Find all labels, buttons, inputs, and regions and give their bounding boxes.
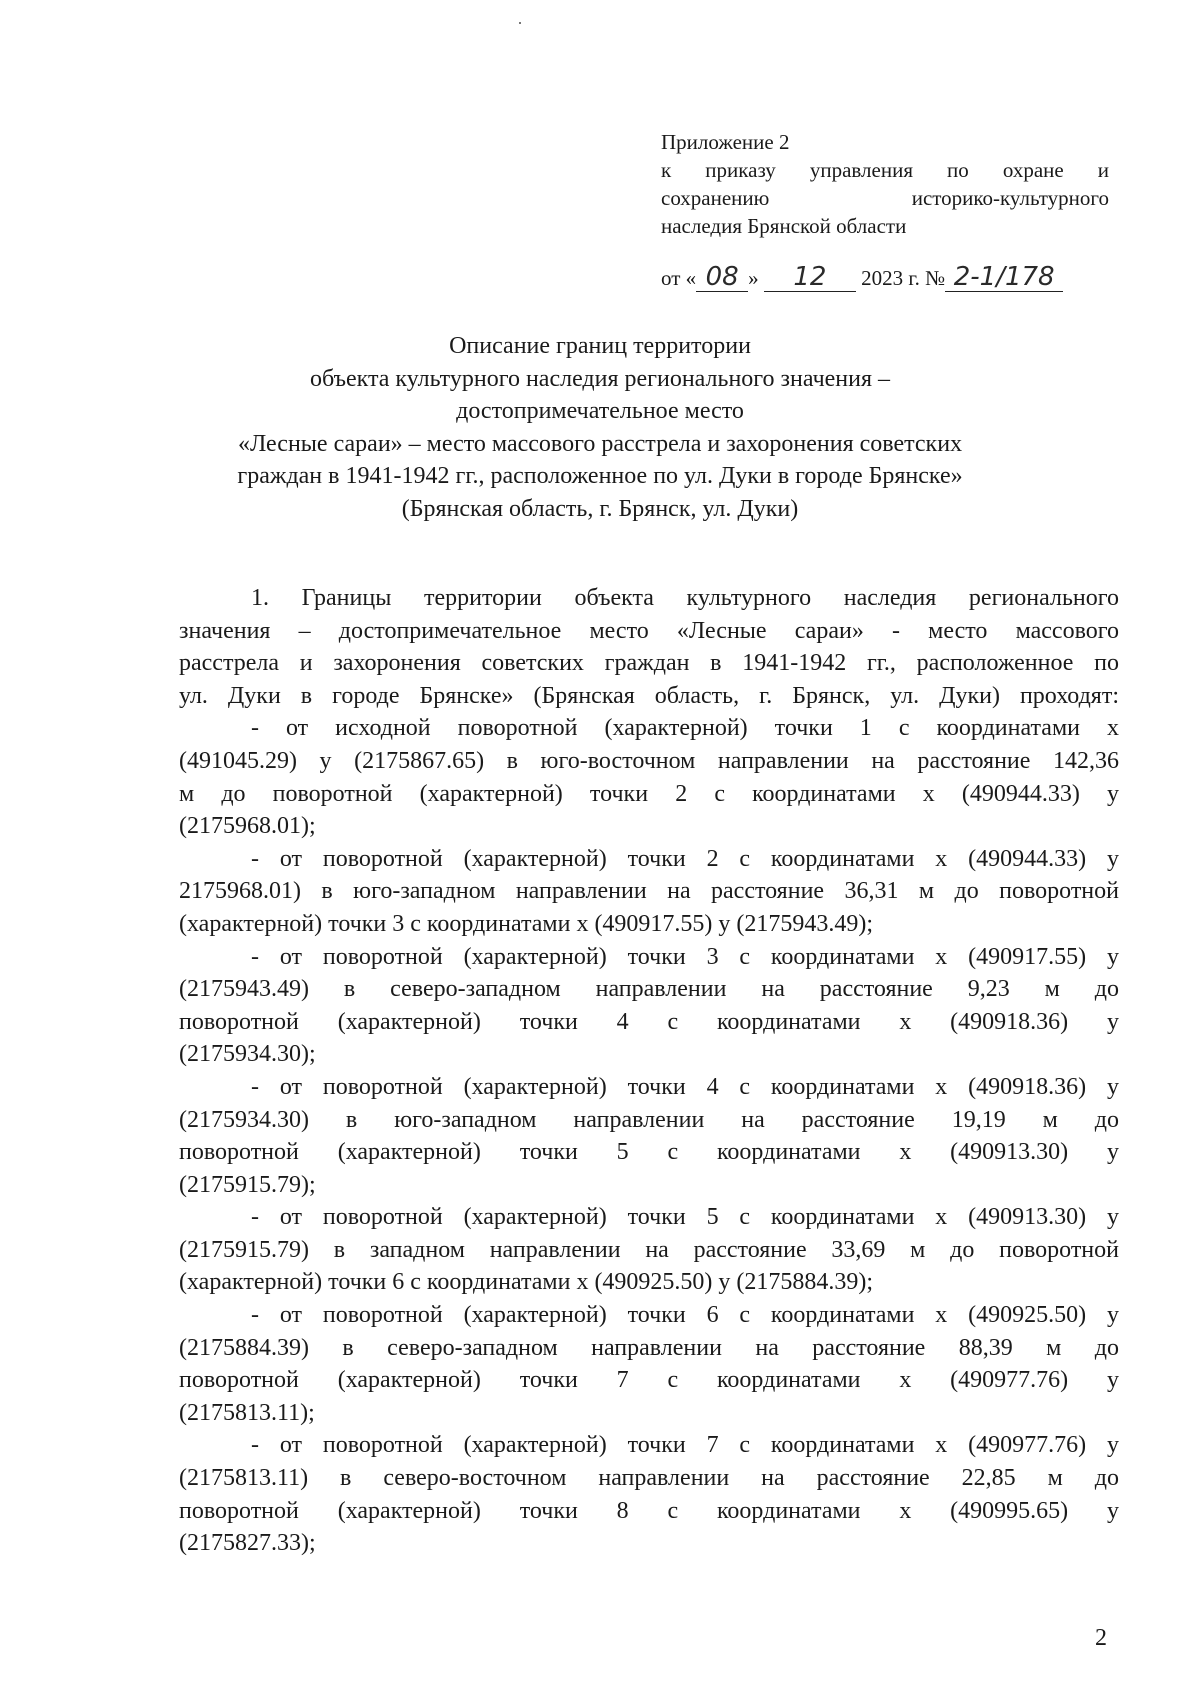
body-line: значения – достопримечательное место «Лесные сараи» - место массового	[179, 617, 1119, 644]
title-line: «Лесные сараи» – место массового расстрела и захоронения советских	[237, 430, 963, 457]
annex-line: наследия Брянской области	[661, 214, 907, 238]
order-number-handwritten: 2-1/178	[945, 263, 1063, 292]
title-line: граждан в 1941-1942 гг., расположенное по ул. Дуки в городе Брянске»	[237, 463, 963, 489]
body-line: м до поворотной (характерной) точки 2 с координатами x (490944.33) y	[179, 780, 1119, 807]
order-day-handwritten: 08	[696, 263, 748, 292]
body-line: (характерной) точки 3 с координатами x (490917.55) y (2175943.49);	[179, 910, 874, 937]
body-line: поворотной (характерной) точки 5 с координатами x (490913.30) y	[179, 1139, 1119, 1166]
body-line: расстрела и захоронения советских граждан в 1941-1942 гг., расположенное по	[179, 650, 1119, 677]
body-line: - от поворотной (характерной) точки 5 с координатами x (490913.30) y	[251, 1204, 1119, 1231]
document-body	[179, 582, 1119, 1560]
body-line: - от поворотной (характерной) точки 4 с координатами x (490918.36) y	[251, 1073, 1119, 1100]
title-line: (Брянская область, г. Брянск, ул. Дуки)	[401, 495, 799, 522]
page-number: 2	[1095, 1625, 1107, 1651]
body-line: (2175934.30);	[179, 1041, 316, 1068]
scan-speck	[519, 22, 521, 24]
body-line: (2175915.79) в западном направлении на расстояние 33,69 м до поворотной	[179, 1236, 1119, 1263]
annex-title: Приложение 2	[661, 130, 790, 154]
body-line: ул. Дуки в городе Брянске» (Брянская область, г. Брянск, ул. Дуки) проходят:	[179, 682, 1119, 709]
order-month-handwritten: 12	[764, 263, 856, 292]
body-line: поворотной (характерной) точки 8 с координатами x (490995.65) y	[179, 1497, 1119, 1524]
body-line: - от поворотной (характерной) точки 2 с координатами x (490944.33) y	[251, 845, 1119, 872]
body-line: (2175968.01);	[179, 813, 316, 840]
body-line: (2175884.39) в северо-западном направлении на расстояние 88,39 м до	[179, 1334, 1119, 1361]
annex-line: к приказу управления по охране и	[661, 158, 1109, 182]
body-line: поворотной (характерной) точки 7 с координатами x (490977.76) y	[179, 1367, 1119, 1394]
body-line: 1. Границы территории объекта культурного наследия регионального	[251, 585, 1119, 611]
body-line: (2175813.11);	[179, 1399, 315, 1426]
body-line: - от поворотной (характерной) точки 7 с координатами x (490977.76) y	[251, 1432, 1119, 1459]
body-line: (2175813.11) в северо-восточном направлении на расстояние 22,85 м до	[179, 1465, 1119, 1492]
order-prefix: от «	[661, 266, 697, 290]
body-line: (2175827.33);	[179, 1530, 316, 1557]
order-date-line	[661, 262, 1121, 294]
body-line: (2175934.30) в юго-западном направлении на расстояние 19,19 м до	[179, 1106, 1119, 1133]
order-mid: »	[748, 266, 759, 290]
annex-header	[661, 128, 1109, 240]
title-line: объекта культурного наследия регионального значения –	[309, 365, 891, 392]
body-line: - от поворотной (характерной) точки 6 с координатами x (490925.50) y	[251, 1302, 1119, 1329]
body-line: (491045.29) y (2175867.65) в юго-восточном направлении на расстояние 142,36	[179, 747, 1119, 774]
body-line: (2175915.79);	[179, 1171, 316, 1198]
document-title	[150, 330, 1050, 525]
body-line: (2175943.49) в северо-западном направлении на расстояние 9,23 м до	[179, 976, 1119, 1003]
body-line: 2175968.01) в юго-западном направлении на расстояние 36,31 м до поворотной	[179, 878, 1119, 905]
title-line: достопримечательное место	[456, 398, 744, 424]
body-line: (характерной) точки 6 с координатами x (490925.50) y (2175884.39);	[179, 1269, 874, 1296]
title-line: Описание границ территории	[449, 333, 751, 359]
order-year: 2023 г. №	[861, 266, 946, 290]
annex-line: сохранению историко-культурного	[661, 186, 1109, 210]
body-line: - от исходной поворотной (характерной) точки 1 с координатами x	[251, 715, 1119, 742]
body-line: поворотной (характерной) точки 4 с координатами x (490918.36) y	[179, 1008, 1119, 1035]
body-line: - от поворотной (характерной) точки 3 с координатами x (490917.55) y	[251, 943, 1119, 970]
